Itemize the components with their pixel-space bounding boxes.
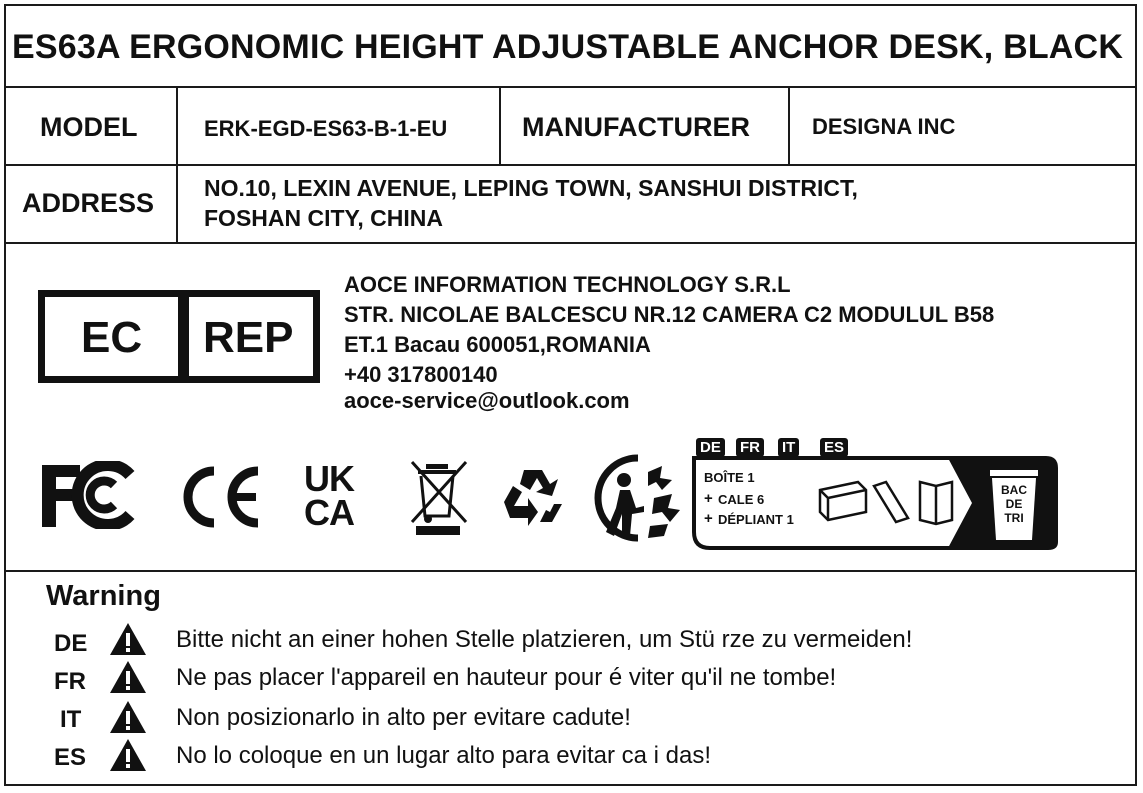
- fcc-logo: [42, 461, 138, 529]
- divider: [499, 86, 501, 164]
- warning-triangle-icon: [109, 738, 147, 772]
- page-title: ES63A ERGONOMIC HEIGHT ADJUSTABLE ANCHOR DESK, BLACK: [12, 28, 1124, 66]
- manufacturer-label: MANUFACTURER: [522, 112, 750, 142]
- sorting-line-2: CALE 6: [718, 492, 765, 507]
- rep-line-4: +40 317800140: [344, 362, 498, 387]
- manufacturer-value: DESIGNA INC: [812, 114, 956, 139]
- triman-sorting-info: [690, 438, 1062, 552]
- ce-mark: [176, 466, 264, 528]
- warning-text-fr: Ne pas placer l'appareil en hauteur pour é viter qu'il ne tombe!: [176, 664, 837, 691]
- rep-text: REP: [203, 313, 294, 362]
- warning-lang-it: IT: [60, 706, 82, 733]
- lang-tab-fr: FR: [736, 438, 764, 457]
- weee-bin-icon: [408, 458, 470, 536]
- warning-triangle-icon: [109, 622, 147, 656]
- divider: [176, 86, 178, 242]
- address-line-1: NO.10, LEXIN AVENUE, LEPING TOWN, SANSHUI DISTRICT,: [204, 175, 858, 201]
- warning-lang-fr: FR: [54, 668, 86, 695]
- address-line-2: FOSHAN CITY, CHINA: [204, 205, 443, 231]
- recycle-icon: [500, 464, 566, 528]
- plus-sign: +: [704, 490, 713, 507]
- plus-sign: +: [704, 510, 713, 527]
- lang-tab-es: ES: [820, 438, 848, 457]
- warning-lang-es: ES: [54, 744, 87, 771]
- divider: [6, 570, 1135, 572]
- bin-text-2: DE: [1005, 497, 1023, 511]
- rep-line-1: AOCE INFORMATION TECHNOLOGY S.R.L: [344, 272, 791, 297]
- warning-text-it: Non posizionarlo in alto per evitare cadute!: [176, 704, 631, 731]
- sorting-line-1: BOÎTE 1: [704, 470, 755, 485]
- address-label: ADDRESS: [22, 188, 155, 218]
- model-label: MODEL: [40, 112, 138, 142]
- bin-text-3: TRI: [1004, 511, 1024, 525]
- ec-text: EC: [81, 313, 143, 362]
- divider: [6, 242, 1135, 244]
- ukca-mark: [304, 458, 374, 533]
- model-value: ERK-EGD-ES63-B-1-EU: [204, 116, 448, 141]
- warning-text-es: No lo coloque en un lugar alto para evitar ca i das!: [176, 742, 711, 769]
- lang-tab-it: IT: [778, 438, 799, 457]
- lang-tab-de: DE: [696, 438, 725, 457]
- divider: [788, 86, 790, 164]
- sorting-line-3: DÉPLIANT 1: [718, 512, 794, 527]
- warning-text-de: Bitte nicht an einer hohen Stelle platzieren, um Stü rze zu vermeiden!: [176, 626, 913, 653]
- product-label: [4, 4, 1137, 786]
- warning-title: Warning: [46, 580, 161, 612]
- rep-line-2: STR. NICOLAE BALCESCU NR.12 CAMERA C2 MODULUL B58: [344, 302, 995, 327]
- ukca-top-text: UK: [304, 458, 354, 499]
- warning-triangle-icon: [109, 700, 147, 734]
- bin-text-1: BAC: [1001, 483, 1027, 497]
- ec-rep-symbol: [38, 290, 320, 383]
- ukca-bottom-text: CA: [304, 492, 354, 533]
- warning-lang-de: DE: [54, 630, 88, 657]
- rep-email: aoce-service@outlook.com: [344, 388, 630, 413]
- warning-triangle-icon: [109, 660, 147, 694]
- rep-line-3: ET.1 Bacau 600051,ROMANIA: [344, 332, 651, 357]
- triman-icon: [590, 452, 686, 544]
